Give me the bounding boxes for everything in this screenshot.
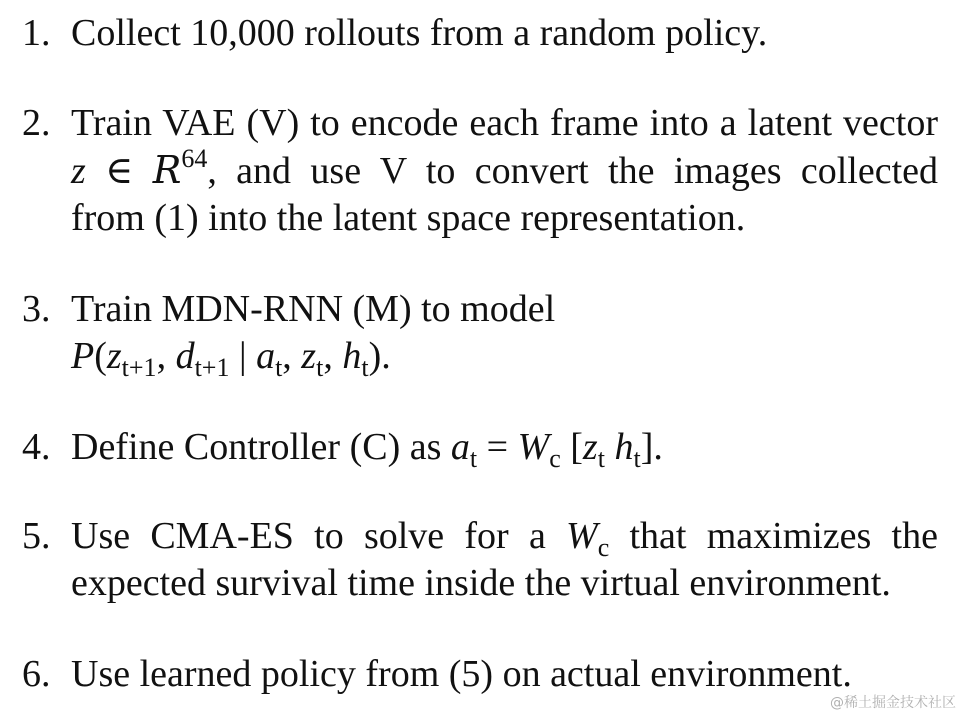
step-text-line: from (1) into the latent space representation. bbox=[71, 197, 746, 239]
step-text-line bbox=[71, 144, 939, 195]
math-z: z bbox=[71, 150, 86, 192]
step-text-line: Train VAE (V) to encode each frame into a latent vector bbox=[71, 102, 938, 144]
math-in: ∈ bbox=[105, 150, 134, 192]
watermark: @稀土掘金技术社区 bbox=[830, 695, 956, 711]
step-4 bbox=[22, 424, 938, 471]
step-1 bbox=[22, 10, 938, 57]
step-number: 2. bbox=[22, 102, 51, 144]
step-3 bbox=[22, 286, 938, 380]
math-formula: $P(z_{t+1}$, $d_{t+1}$ | $a_t$, $z_t$, $h_t$). bbox=[71, 335, 391, 382]
step-text-line: Train MDN-RNN (M) to model bbox=[71, 288, 556, 330]
step-text-line: Define Controller (C) as $a_t = W_c$ [$z_t$ $h_t$]. bbox=[71, 426, 663, 473]
math-real-set: R bbox=[152, 148, 182, 192]
step-text: , and use V to convert the images collected bbox=[207, 150, 939, 192]
step-number: 4. bbox=[22, 426, 51, 468]
step-text-line: Use CMA-ES to solve for a $W_c$ that maximizes the bbox=[71, 515, 938, 562]
step-6 bbox=[22, 651, 938, 698]
step-number: 5. bbox=[22, 515, 51, 557]
step-number: 3. bbox=[22, 288, 51, 330]
step-2 bbox=[22, 100, 938, 242]
step-5 bbox=[22, 513, 938, 607]
step-number: 1. bbox=[22, 12, 51, 54]
step-text: Collect 10,000 rollouts from a random policy. bbox=[71, 12, 768, 54]
step-number: 6. bbox=[22, 653, 51, 695]
step-text: Use learned policy from (5) on actual environment. bbox=[71, 653, 852, 695]
math-exponent: 64 bbox=[181, 144, 208, 173]
step-text-line: expected survival time inside the virtual environment. bbox=[71, 562, 891, 604]
